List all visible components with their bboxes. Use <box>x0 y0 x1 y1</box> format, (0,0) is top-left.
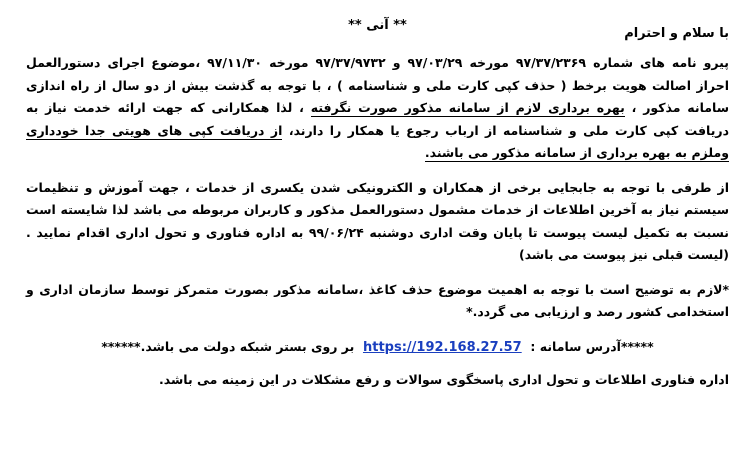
greeting-text: با سلام و احترام <box>624 26 729 41</box>
footer-support-text: اداره فناوری اطلاعات و تحول اداری پاسخگوی سوالات و رفع مشکلات در این زمینه می باشد. <box>159 372 729 387</box>
underlined-not-utilized: بهره برداری لازم از سامانه مذکور صورت نگرفته <box>310 100 625 115</box>
paragraph-follow-up-text-2: ، لذا همکارانی که جهت ارائه خدمت نیاز به دریافت کپی کارت ملی و شناسنامه از ارباب رجوع یا همکار را دارند، <box>26 100 730 138</box>
system-address-link[interactable]: https://192.168.27.57 <box>362 339 522 355</box>
letter-header <box>26 18 729 44</box>
urgency-label: ** آنی ** <box>348 18 407 33</box>
paragraph-follow-up-text: پیرو نامه های شماره ۹۷/۳۷/۲۳۶۹ مورخه ۹۷/۰۳/۲۹ و ۹۷/۳۷/۹۷۳۲ مورخه ۹۷/۱۱/۳۰ ،موضوع اجرای دستورالعمل احراز اصالت هویت برخط ( حذف کپی کارت ملی و شناسنامه ) ، با توجه به گذشت بیش از دو سال از راه اندازی سامانه مذکور ، <box>26 55 730 115</box>
paragraph-list-request: از طرفی با توجه به جابجایی برخی از همکاران و الکترونیکی شدن یکسری از خدمات ، جهت آموزش و تنظیمات سیستم نیاز به آخرین اطلاعات از خدمات مشمول دستورالعمل مذکور و کاربران مربوطه می باشد لذا شایسته است نسبت به تکمیل لیست پیوست تا پایان وقت اداری دوشنبه ۹۹/۰۶/۲۴ به اداره فناوری و تحول اداری اقدام نمایید . (لیست قبلی نیز پیوست می باشد) <box>26 179 729 262</box>
underlined-obligation: از دریافت کپی های هویتی جدا خودداری وملزم به بهره برداری از سامانه مذکور می باشند. <box>26 122 729 160</box>
paragraph-follow-up <box>26 52 729 165</box>
address-prefix: *****آدرس سامانه : <box>530 338 654 354</box>
system-address-line <box>26 336 729 360</box>
address-suffix: بر روی بستر شبکه دولت می باشد.****** <box>101 338 355 354</box>
paragraph-explanation: *لازم به توضیح است با توجه به اهمیت موضوع حذف کاغذ ،سامانه مذکور بصورت متمرکز توسط سازمان اداری و استخدامی کشور رصد و ارزیابی می گردد.* <box>26 281 729 319</box>
